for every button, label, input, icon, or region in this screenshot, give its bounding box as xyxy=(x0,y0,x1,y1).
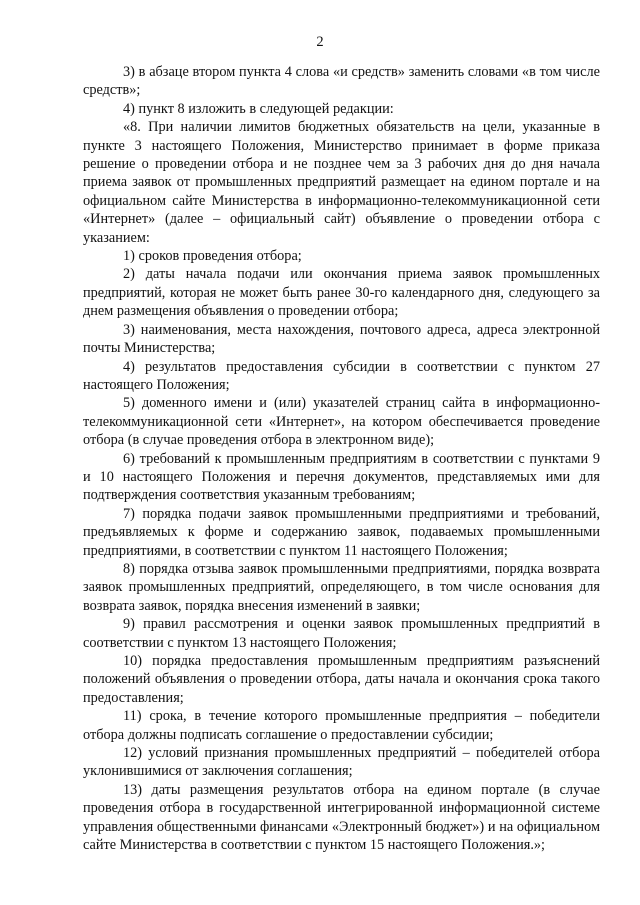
list-item-7: 7) порядка подачи заявок промышленными предприятиями и требований, предъявляемых к форме и содержанию заявок, подаваемых промышленными предприятиями, в соответствии с пунктом 11 настоящего Положения; xyxy=(83,505,600,559)
list-item-1: 1) сроков проведения отбора; xyxy=(123,248,302,265)
list-item-8: 8) порядка отзыва заявок промышленными предприятиями, порядка возврата заявок промышленных предприятий, определяющего, в том числе основания для возврата заявок, порядка внесения изменений в заявки; xyxy=(83,560,600,614)
paragraph-point-8: «8. При наличии лимитов бюджетных обязательств на цели, указанные в пункте 3 настоящего Положения, Министерство принимает в форме приказа решение о проведении отбора и не позднее чем за 3 рабочих дня до дня начала приема заявок от промышленных предприятий размещает на едином портале и на официальном сайте Министерства в информационно-телекоммуникационной сети «Интернет» (далее – официальный сайт) объявление о проведении отбора с указанием: xyxy=(83,119,600,246)
paragraph-item-3: 3) в абзаце втором пункта 4 слова «и средств» заменить словами «в том числе средств»; xyxy=(83,64,600,99)
list-item-3: 3) наименования, места нахождения, почтового адреса, адреса электронной почты Министерства; xyxy=(83,321,600,357)
list-item-2: 2) даты начала подачи или окончания приема заявок промышленных предприятий, которая не может быть ранее 30-го календарного дня, следующего за днем размещения объявления о проведении отбора; xyxy=(83,266,600,320)
list-item-12: 12) условий признания промышленных предприятий – победителей отбора уклонившимися от заключения соглашения; xyxy=(83,745,600,780)
list-item-9: 9) правил рассмотрения и оценки заявок промышленных предприятий в соответствии с пунктом 13 настоящего Положения; xyxy=(83,616,600,651)
document-body xyxy=(83,63,600,854)
paragraph-item-4: 4) пункт 8 изложить в следующей редакции: xyxy=(123,100,394,117)
list-item-11: 11) срока, в течение которого промышленные предприятия – победители отбора должны подписать соглашение о предоставлении субсидии; xyxy=(83,708,600,743)
list-item-6: 6) требований к промышленным предприятиям в соответствии с пунктами 9 и 10 настоящего Положения и перечня документов, представляемых ими для подтверждения соответствия указанным требованиям; xyxy=(83,450,600,504)
page-number: 2 xyxy=(316,34,324,50)
list-item-10: 10) порядка предоставления промышленным предприятиям разъяснений положений объявления о проведении отбора, даты начала и окончания срока такого предоставления; xyxy=(83,653,600,706)
list-item-5: 5) доменного имени и (или) указателей страниц сайта в информационно-телекоммуникационной сети «Интернет», на котором обеспечивается проведение отбора (в случае проведения отбора в электронном виде); xyxy=(83,395,600,449)
list-item-4: 4) результатов предоставления субсидии в соответствии с пунктом 27 настоящего Положения; xyxy=(83,358,600,393)
list-item-13: 13) даты размещения результатов отбора на едином портале (в случае проведения отбора в государственной интегрированной информационной системе управления общественными финансами «Электронный бюджет») и на официальном сайте Министерства в соответствии с пунктом 15 настоящего Положения.»; xyxy=(83,781,600,854)
